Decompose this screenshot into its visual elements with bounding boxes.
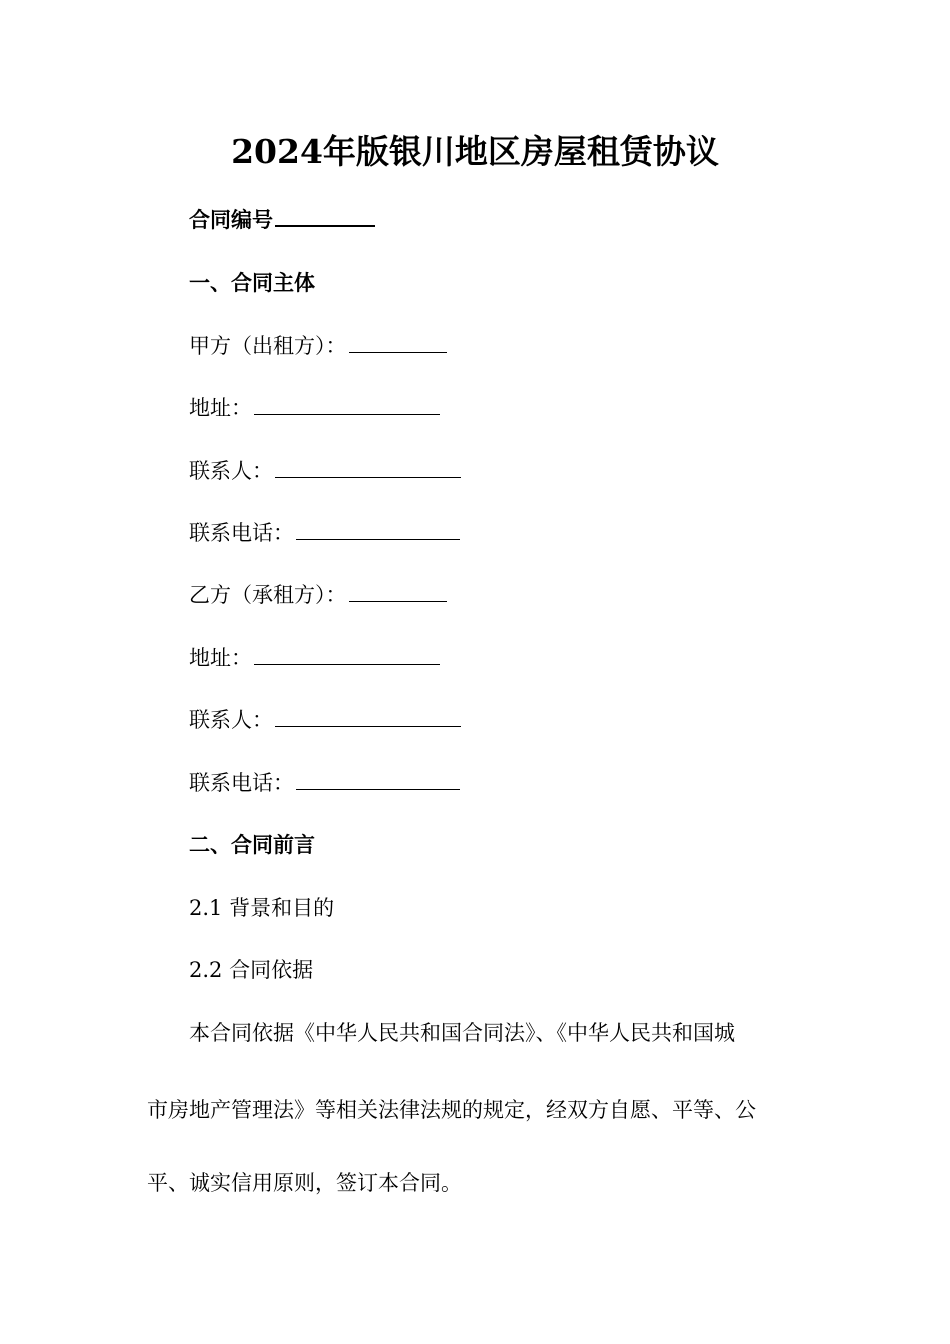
section1-heading: 一、合同主体: [189, 270, 315, 295]
party-a-label: 甲方（出租方）：: [189, 334, 347, 358]
party-a-address-line: [189, 393, 440, 423]
document-title: 2024年版银川地区房屋租赁协议: [231, 132, 719, 171]
paragraph-line-2: 市房地产管理法》等相关法律法规的规定，经双方自愿、平等、公: [147, 1098, 756, 1122]
item-2-1: 2.1 背景和目的: [189, 896, 335, 920]
party-a-blank[interactable]: [349, 334, 447, 353]
party-b-blank[interactable]: [349, 583, 447, 602]
contract-number-label: 合同编号: [189, 207, 273, 232]
party-b-address-label: 地址：: [189, 646, 252, 670]
party-b-address-line: [189, 643, 440, 673]
party-a-address-blank[interactable]: [254, 396, 440, 415]
contract-number-line: [189, 205, 375, 235]
party-a-phone-blank[interactable]: [296, 521, 460, 540]
paragraph-line-1: 本合同依据《中华人民共和国合同法》、《中华人民共和国城: [189, 1021, 735, 1045]
party-a-address-label: 地址：: [189, 396, 252, 420]
party-b-phone-line: [189, 768, 460, 798]
section2-heading: 二、合同前言: [189, 832, 315, 857]
party-b-phone-label: 联系电话：: [189, 771, 294, 795]
party-a-phone-label: 联系电话：: [189, 521, 294, 545]
party-b-line: [189, 580, 447, 610]
item-2-2: 2.2 合同依据: [189, 958, 314, 982]
party-a-contact-blank[interactable]: [275, 459, 461, 478]
paragraph-line-3: 平、诚实信用原则，签订本合同。: [147, 1171, 462, 1195]
contract-number-blank[interactable]: [275, 207, 375, 227]
party-a-phone-line: [189, 518, 460, 548]
party-a-line: [189, 331, 447, 361]
party-b-contact-line: [189, 705, 461, 735]
party-a-contact-label: 联系人：: [189, 459, 273, 483]
party-a-contact-line: [189, 456, 461, 486]
party-b-contact-blank[interactable]: [275, 708, 461, 727]
party-b-phone-blank[interactable]: [296, 771, 460, 790]
party-b-address-blank[interactable]: [254, 646, 440, 665]
party-b-label: 乙方（承租方）：: [189, 583, 347, 607]
party-b-contact-label: 联系人：: [189, 708, 273, 732]
